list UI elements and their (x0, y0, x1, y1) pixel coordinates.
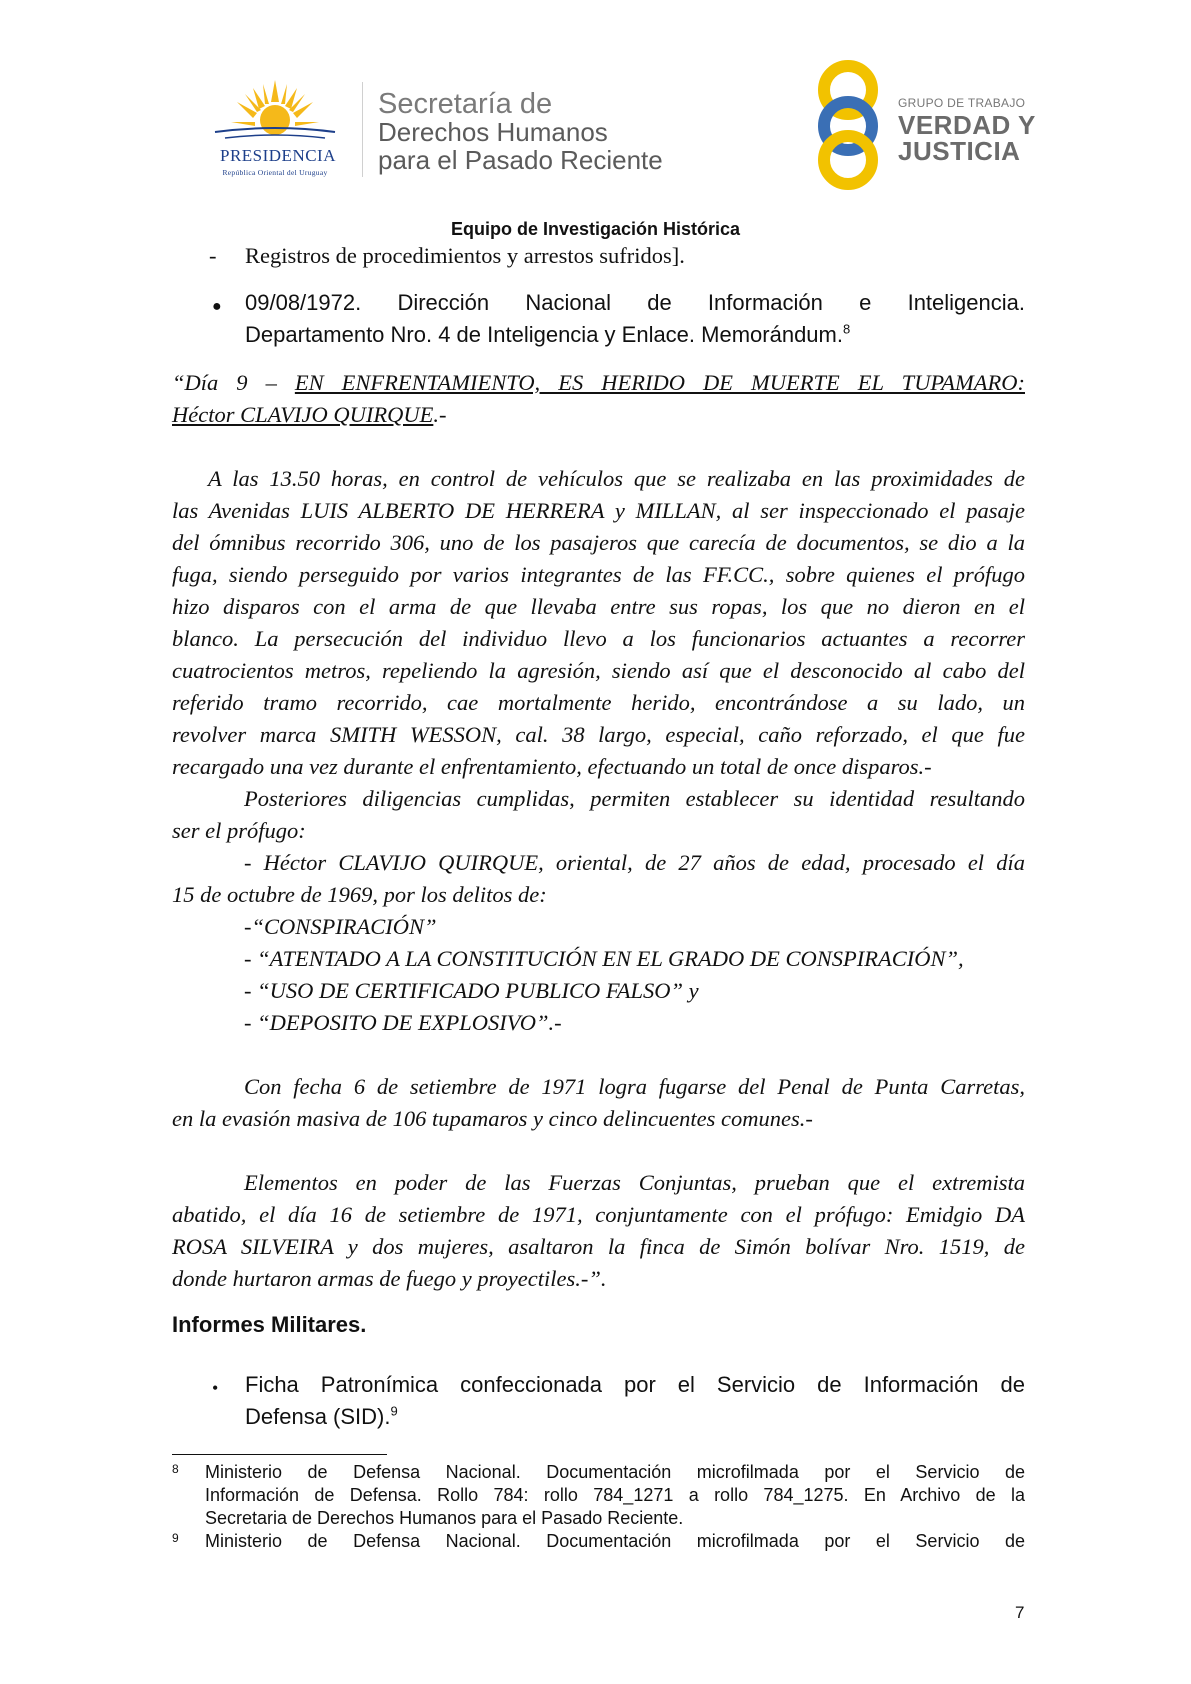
presidencia-wordmark: PRESIDENCIA (219, 146, 336, 165)
team-title: Equipo de Investigación Histórica (450, 219, 741, 239)
page-number: 7 (1015, 1603, 1025, 1622)
grupo-trabajo-label: GRUPO DE TRABAJO (898, 96, 1026, 110)
para5-line: abatido, el día 16 de setiembre de 1971, conjuntamente con el prófugo: Emidgio DA (172, 1202, 1025, 1227)
crime-item: - “DEPOSITO DE EXPLOSIVO”.- (244, 1010, 562, 1035)
para3-line: - Héctor CLAVIJO QUIRQUE, oriental, de 27 años de edad, procesado el día (244, 850, 1025, 875)
crime-item: - “USO DE CERTIFICADO PUBLICO FALSO” y (244, 978, 699, 1003)
para1-line: blanco. La persecución del individuo llevo a los funcionarios actuantes a recorrer (172, 626, 1025, 651)
dash-list-item (209, 243, 685, 269)
footnote-line: Secretaria de Derechos Humanos para el Pasado Reciente. (205, 1508, 684, 1528)
footnote-ref-9[interactable]: 9 (390, 1403, 398, 1419)
bullet-icon: ● (212, 298, 222, 315)
crime-item: - “ATENTADO A LA CONSTITUCIÓN EN EL GRADO DE CONSPIRACIÓN”, (244, 946, 964, 971)
heading-prefix: “Día 9 – (172, 370, 295, 395)
footnote-line: Ministerio de Defensa Nacional. Documentación microfilmada por el Servicio de (205, 1531, 1025, 1551)
para5-line: donde hurtaron armas de fuego y proyectiles.-”. (172, 1266, 607, 1291)
para1-line: recargado una vez durante el enfrentamiento, efectuando un total de once disparos.- (172, 754, 932, 779)
bullet-icon: • (212, 1378, 219, 1398)
dash-item-text: Registros de procedimientos y arrestos sufridos]. (245, 243, 685, 268)
para1-line: referido tramo recorrido, cae mortalmente herido, encontrándose a su lado, un (172, 690, 1025, 715)
sun-emblem-icon (195, 80, 355, 150)
linked-rings-icon (810, 60, 900, 190)
para5-line: Elementos en poder de las Fuerzas Conjuntas, prueban que el extremista (244, 1170, 1025, 1195)
para1-line: revolver marca SMITH WESSON, cal. 38 largo, especial, caño reforzado, el que fue (172, 722, 1025, 747)
bullet2-line1: Ficha Patronímica confeccionada por el Servicio de Información de (245, 1372, 1025, 1397)
justicia-label: JUSTICIA (898, 136, 1021, 166)
secretaria-wordmark (378, 90, 718, 174)
dash-marker: - (209, 243, 217, 268)
report-heading-line2 (172, 402, 446, 428)
heading-underlined-1: EN ENFRENTAMIENTO, ES HERIDO DE MUERTE EL TUPAMARO: (294, 370, 1025, 395)
presidencia-logo (195, 80, 355, 180)
bullet2-line2-text: Defensa (SID). (245, 1404, 391, 1429)
footnote-number: 9 (172, 1531, 179, 1545)
para4-line: en la evasión masiva de 106 tupamaros y cinco delincuentes comunes.- (172, 1106, 813, 1131)
para1-line: hizo disparos con el arma de que llevaba entre sus ropas, los que no dieron en el (172, 594, 1025, 619)
para1-line: las Avenidas LUIS ALBERTO DE HERRERA y MILLAN, al ser inspeccionado el pasaje (172, 498, 1025, 523)
para2-line: ser el prófugo: (172, 818, 306, 843)
report-heading-line1 (172, 370, 1025, 396)
para1-line: fuga, siendo perseguido por varios integrantes de las FF.CC., sobre quienes el prófugo (172, 562, 1025, 587)
para1-line: A las 13.50 horas, en control de vehículos que se realizaba en las proximidades de (208, 466, 1025, 491)
heading-suffix: .- (433, 402, 447, 427)
footnote-ref-8[interactable]: 8 (842, 321, 851, 337)
presidencia-subtitle: República Oriental del Uruguay (222, 168, 328, 177)
crime-item: -“CONSPIRACIÓN” (244, 914, 437, 939)
footnote-line: Ministerio de Defensa Nacional. Documentación microfilmada por el Servicio de (205, 1462, 1025, 1482)
para3-line: 15 de octubre de 1969, por los delitos de: (172, 882, 547, 907)
para5-line: ROSA SILVEIRA y dos mujeres, asaltaron la finca de Simón bolívar Nro. 1519, de (172, 1234, 1025, 1259)
bullet1-line2-text: Departamento Nro. 4 de Inteligencia y Enlace. Memorándum. (245, 322, 843, 347)
heading-underlined-2: Héctor CLAVIJO QUIRQUE (172, 402, 434, 427)
para1-line: del ómnibus recorrido 306, uno de los pasajeros que carecía de documentos, se dio a la (172, 530, 1025, 555)
para4-line: Con fecha 6 de setiembre de 1971 logra fugarse del Penal de Punta Carretas, (244, 1074, 1025, 1099)
secretaria-line-2: Derechos Humanos (378, 117, 608, 147)
header-divider (362, 82, 363, 177)
bullet1-line2 (245, 322, 850, 348)
para2-line: Posteriores diligencias cumplidas, permiten establecer su identidad resultando (244, 786, 1025, 811)
secretaria-line-1: Secretaría de (378, 88, 553, 120)
verdad-justicia-logo (810, 60, 1060, 190)
bullet1-line1: 09/08/1972. Dirección Nacional de Información e Inteligencia. (245, 290, 1025, 315)
para1-line: cuatrocientos metros, repeliendo la agresión, siendo así que el desconocido al cabo del (172, 658, 1025, 683)
footnote-line: Información de Defensa. Rollo 784: rollo 784_1271 a rollo 784_1275. En Archivo de la (205, 1485, 1025, 1505)
bullet2-line2 (245, 1404, 398, 1430)
footnote-number: 8 (172, 1462, 179, 1476)
verdad-label: VERDAD Y (898, 110, 1036, 140)
footnote-separator (172, 1454, 387, 1455)
secretaria-line-3: para el Pasado Reciente (378, 145, 663, 175)
section-heading: Informes Militares. (172, 1312, 367, 1337)
